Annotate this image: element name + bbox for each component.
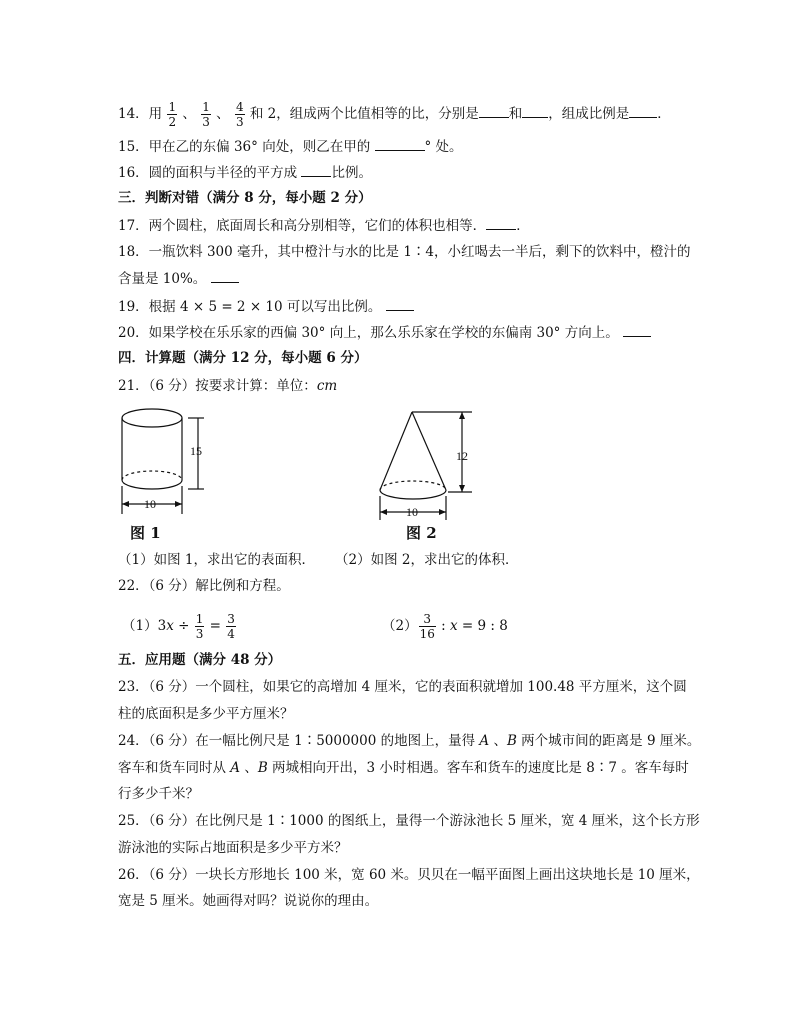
operator: = bbox=[205, 618, 226, 634]
q21-unit: cm bbox=[316, 378, 338, 394]
fraction-1-3 bbox=[201, 100, 211, 129]
frac-num: 1 bbox=[202, 100, 210, 114]
fraction-4-3 bbox=[235, 100, 245, 129]
section-4-heading: 四．计算题（满分 12 分，每小题 6 分） bbox=[118, 350, 368, 366]
question-24-line-3: 行多少千米？ bbox=[118, 786, 199, 802]
fraction-3-16 bbox=[419, 612, 436, 641]
diameter-label: 10 bbox=[406, 505, 418, 519]
cone-side bbox=[412, 412, 446, 490]
q14-text-c: 和 bbox=[508, 106, 523, 122]
question-20 bbox=[118, 322, 651, 343]
question-22: 22．（6 分）解比例和方程。 bbox=[118, 578, 290, 594]
answer-blank[interactable] bbox=[479, 103, 509, 118]
frac-num: 4 bbox=[235, 100, 244, 114]
height-label: 15 bbox=[190, 444, 202, 458]
question-19 bbox=[118, 296, 414, 317]
q24-text: 客车和货车同时从 bbox=[118, 760, 231, 776]
q19-text: 19．根据 4 × 5 = 2 × 10 可以写出比例。 bbox=[118, 299, 382, 315]
arrow-head bbox=[380, 509, 387, 515]
variable-x: x bbox=[166, 618, 174, 634]
q17-text: 17．两个圆柱，底面周长和高分别相等，它们的体积也相等． bbox=[118, 218, 487, 234]
q16-text-a: 16．圆的面积与半径的平方成 bbox=[118, 165, 298, 181]
answer-blank[interactable] bbox=[301, 162, 331, 177]
q15-text-a: 15．甲在乙的东偏 36° 向处，则乙在甲的 bbox=[118, 139, 371, 155]
q24-text: 两个城市间的距离是 9 厘米。 bbox=[516, 733, 701, 749]
fraction-3-4 bbox=[226, 612, 236, 641]
q24-text: 24．（6 分）在一幅比例尺是 1∶5000000 的地图上，量得 bbox=[118, 733, 480, 749]
question-23-line-1: 23．（6 分）一个圆柱，如果它的高增加 4 厘米，它的表面积就增加 100.48 平方厘米，这个圆 bbox=[118, 679, 687, 695]
sub-label: （1） bbox=[122, 618, 158, 634]
cone-side bbox=[380, 412, 412, 490]
frac-den: 16 bbox=[419, 627, 435, 641]
question-18-line-1: 18．一瓶饮料 300 毫升，其中橙汁与水的比是 1∶4，小红喝去一半后，剩下的饮料中，橙汁的 bbox=[118, 244, 691, 260]
q15-text-b: ° 处。 bbox=[424, 139, 463, 155]
operator: ÷ bbox=[173, 618, 194, 634]
arrow-head bbox=[459, 412, 465, 419]
q21-sub-2: （2）如图 2，求出它的体积． bbox=[335, 552, 519, 568]
frac-den: 3 bbox=[195, 627, 204, 641]
answer-blank[interactable] bbox=[486, 215, 516, 230]
q21-text: 21．（6 分）按要求计算：单位： bbox=[118, 378, 317, 394]
cylinder-bottom-back bbox=[122, 471, 182, 480]
question-26-line-1: 26．（6 分）一块长方形地长 100 米，宽 60 米。贝贝在一幅平面图上画出这块地长是 10 厘米， bbox=[118, 867, 700, 883]
q24-sep: 、 bbox=[489, 733, 507, 749]
city-a: A bbox=[479, 733, 490, 749]
q20-text: 20．如果学校在乐乐家的西偏 30° 向上，那么乐乐家在学校的东偏南 30° 方向上。 bbox=[118, 325, 619, 341]
arrow-head bbox=[459, 485, 465, 492]
variable-x: x bbox=[450, 618, 458, 634]
q22-sub-1 bbox=[122, 612, 237, 641]
fraction-1-3 bbox=[195, 612, 205, 641]
q21-sub-1: （1）如图 1，求出它的表面积． bbox=[118, 552, 315, 568]
question-16 bbox=[118, 162, 372, 183]
question-26-line-2: 宽是 5 厘米。她画得对吗？说说你的理由。 bbox=[118, 893, 379, 909]
arrow-head bbox=[175, 501, 182, 507]
question-15 bbox=[118, 136, 463, 157]
frac-den: 3 bbox=[235, 115, 244, 129]
figure-1-cylinder bbox=[112, 404, 222, 516]
q14-text-b: 和 2，组成两个比值相等的比，分别是 bbox=[249, 106, 479, 122]
answer-blank[interactable] bbox=[522, 103, 548, 118]
q24-sep: 、 bbox=[240, 760, 258, 776]
sub-label: （2） bbox=[382, 618, 418, 634]
section-5-heading: 五．应用题（满分 48 分） bbox=[118, 652, 282, 668]
answer-blank[interactable] bbox=[211, 268, 239, 283]
term: 3 bbox=[157, 618, 167, 634]
frac-num: 3 bbox=[227, 612, 235, 626]
cylinder-bottom-front bbox=[122, 480, 182, 489]
figure-1-caption: 图 1 bbox=[130, 524, 161, 542]
section-3-heading: 三．判断对错（满分 8 分，每小题 2 分） bbox=[118, 190, 372, 206]
diameter-label: 10 bbox=[144, 497, 156, 511]
frac-num: 3 bbox=[419, 612, 436, 627]
city-b: B bbox=[506, 733, 517, 749]
q24-text: 两城相向开出，3 小时相遇。客车和货车的速度比是 8∶7 。客车每时 bbox=[267, 760, 689, 776]
arrow-head bbox=[439, 509, 446, 515]
question-18-line-2 bbox=[118, 268, 239, 289]
q16-text-b: 比例。 bbox=[331, 165, 372, 181]
frac-num: 1 bbox=[168, 100, 177, 114]
q22-sub-2 bbox=[382, 612, 508, 641]
question-25-line-1: 25．（6 分）在比例尺是 1∶1000 的图纸上，量得一个游泳池长 5 厘米，宽 4 厘米，这个长方形 bbox=[118, 813, 700, 829]
question-23-line-2: 柱的底面积是多少平方厘米？ bbox=[118, 706, 294, 722]
q17-end: ． bbox=[516, 218, 530, 234]
q14-sep: 、 bbox=[216, 106, 230, 122]
operator: : bbox=[436, 618, 451, 634]
question-14 bbox=[118, 100, 671, 129]
figure-2-cone bbox=[372, 404, 482, 522]
question-24-line-2 bbox=[118, 758, 689, 778]
cylinder-top bbox=[122, 409, 182, 427]
question-17 bbox=[118, 215, 530, 236]
q14-text-a: 14．用 bbox=[118, 106, 163, 122]
height-label: 12 bbox=[456, 449, 468, 463]
figure-2-caption: 图 2 bbox=[406, 524, 437, 542]
question-24-line-1 bbox=[118, 731, 700, 751]
city-b: B bbox=[257, 760, 268, 776]
answer-blank[interactable] bbox=[629, 103, 657, 118]
city-a: A bbox=[230, 760, 241, 776]
q14-text-e: ． bbox=[657, 106, 671, 122]
frac-den: 2 bbox=[168, 115, 177, 129]
answer-blank[interactable] bbox=[375, 136, 425, 151]
cone-base-front bbox=[380, 490, 446, 499]
question-21 bbox=[118, 376, 337, 396]
answer-blank[interactable] bbox=[386, 296, 414, 311]
q18-text: 含量是 10%。 bbox=[118, 271, 207, 287]
cone-base-back bbox=[380, 481, 446, 490]
frac-num: 1 bbox=[195, 612, 204, 626]
frac-den: 3 bbox=[202, 115, 210, 129]
arrow-head bbox=[122, 501, 129, 507]
frac-den: 4 bbox=[227, 627, 235, 641]
question-25-line-2: 游泳池的实际占地面积是多少平方米？ bbox=[118, 840, 348, 856]
equation-rest: = 9 : 8 bbox=[457, 618, 508, 634]
q14-sep: 、 bbox=[182, 106, 196, 122]
fraction-1-2 bbox=[167, 100, 177, 129]
answer-blank[interactable] bbox=[623, 322, 651, 337]
q14-text-d: ，组成比例是 bbox=[548, 106, 630, 122]
